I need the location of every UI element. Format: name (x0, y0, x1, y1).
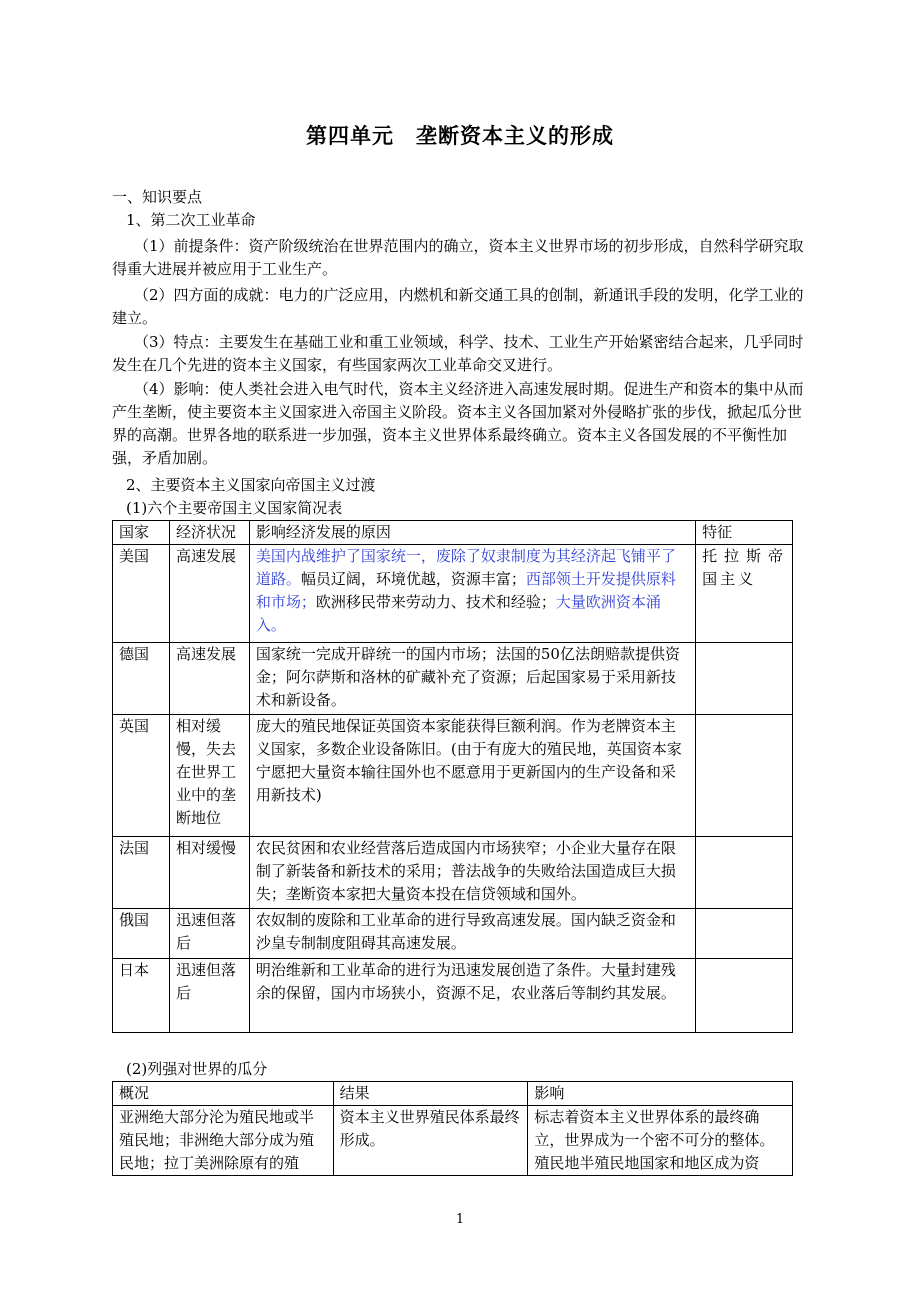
cell-reason: 庞大的殖民地保证英国资本家能获得巨额利润。作为老牌资本主义国家，多数企业设备陈旧。(由于有庞大的殖民地，英国资本家宁愿把大量资本输往国外也不愿意用于更新国内的生产设备和采用新技术) (249, 715, 695, 837)
cell-status: 迅速但落后 (169, 959, 249, 1033)
cell-country: 德国 (113, 643, 170, 715)
table-row-japan (113, 959, 793, 1033)
cell-reason (249, 545, 695, 643)
table-header-row (113, 1082, 793, 1106)
cell-status: 高速发展 (169, 545, 249, 643)
reason-text: 幅员辽阔，环境优越，资源丰富； (300, 570, 526, 588)
table-row-germany (113, 643, 793, 715)
cell-reason: 国家统一完成开辟统一的国内市场；法国的50亿法朗赔款提供资金；阿尔萨斯和洛林的矿藏补充了资源；后起国家易于采用新技术和新设备。 (249, 643, 695, 715)
cell-country: 法国 (113, 837, 170, 909)
cell-country: 英国 (113, 715, 170, 837)
subheading-imperialism-transition: 2、主要资本主义国家向帝国主义过渡 (126, 476, 376, 494)
header-economy: 经济状况 (169, 521, 249, 545)
cell-country: 俄国 (113, 909, 170, 959)
imperial-powers-table (112, 520, 793, 1033)
cell-feature (696, 715, 793, 837)
table-row-russia (113, 909, 793, 959)
cell-status: 高速发展 (169, 643, 249, 715)
header-result: 结果 (333, 1082, 528, 1106)
section-heading: 一、知识要点 (112, 188, 203, 206)
header-country: 国家 (113, 521, 170, 545)
table-row (113, 1106, 793, 1176)
table1-caption: (1)六个主要帝国主义国家简况表 (126, 499, 343, 517)
cell-country: 日本 (113, 959, 170, 1033)
paragraph-impact: （4）影响：使人类社会进入电气时代，资本主义经济进入高速发展时期。促进生产和资本的集中从而产生垄断，使主要资本主义国家进入帝国主义阶段。资本主义各国加紧对外侵略扩张的步伐，掀起瓜分世界的高潮。世界各地的联系进一步加强，资本主义世界体系最终确立。资本主义各国发展的不平衡性加强，矛盾加剧。 (112, 380, 804, 467)
paragraph-achievements: （2）四方面的成就：电力的广泛应用，内燃机和新交通工具的创制，新通讯手段的发明，化学工业的建立。 (112, 286, 804, 327)
table-header-row (113, 521, 793, 545)
cell-result: 资本主义世界殖民体系最终形成。 (333, 1106, 528, 1176)
header-overview: 概况 (113, 1082, 334, 1106)
cell-impact: 标志着资本主义世界体系的最终确立，世界成为一个密不可分的整体。殖民地半殖民地国家和地区成为资 (528, 1106, 793, 1176)
cell-status: 相对缓慢 (169, 837, 249, 909)
cell-overview: 亚洲绝大部分沦为殖民地或半殖民地；非洲绝大部分成为殖民地；拉丁美洲除原有的殖 (113, 1106, 334, 1176)
header-feature: 特征 (696, 521, 793, 545)
paragraph-features: （3）特点：主要发生在基础工业和重工业领域，科学、技术、工业生产开始紧密结合起来，几乎同时发生在几个先进的资本主义国家，有些国家两次工业革命交叉进行。 (112, 333, 804, 374)
reason-highlight: 大量欧洲资本涌入。 (255, 593, 661, 634)
header-impact: 影响 (528, 1082, 793, 1106)
cell-reason: 农民贫困和农业经营落后造成国内市场狭窄；小企业大量存在限制了新装备和新技术的采用；普法战争的失败给法国造成巨大损失；垄断资本家把大量资本投在信贷领域和国外。 (249, 837, 695, 909)
header-reasons: 影响经济发展的原因 (249, 521, 695, 545)
cell-feature (696, 643, 793, 715)
table-row-usa (113, 545, 793, 643)
cell-feature (696, 959, 793, 1033)
page-title: 第四单元 垄断资本主义的形成 (306, 123, 614, 148)
cell-reason: 明治维新和工业革命的进行为迅速发展创造了条件。大量封建残余的保留，国内市场狭小，资源不足，农业落后等制约其发展。 (249, 959, 695, 1033)
table2-caption: (2)列强对世界的瓜分 (126, 1060, 268, 1078)
partition-table (112, 1081, 793, 1176)
reason-highlight: 西部领土开发提供原料和市场； (255, 570, 676, 611)
cell-country: 美国 (113, 545, 170, 643)
cell-reason: 农奴制的废除和工业革命的进行导致高速发展。国内缺乏资金和沙皇专制制度阻碍其高速发展。 (249, 909, 695, 959)
paragraph-preconditions: （1）前提条件：资产阶级统治在世界范围内的确立，资本主义世界市场的初步形成，自然科学研究取得重大进展并被应用于工业生产。 (112, 237, 804, 278)
table-row-britain (113, 715, 793, 837)
cell-feature (696, 837, 793, 909)
table-row-france (113, 837, 793, 909)
page-number: 1 (455, 1212, 465, 1227)
cell-status: 相对缓慢，失去在世界工业中的垄断地位 (169, 715, 249, 837)
cell-feature (696, 909, 793, 959)
cell-status: 迅速但落后 (169, 909, 249, 959)
cell-feature: 托拉斯帝国主义 (696, 545, 793, 643)
reason-highlight: 美国内战维护了国家统一，废除了奴隶制度为其经济起飞铺平了道路。 (255, 547, 676, 588)
subheading-industrial-revolution: 1、第二次工业革命 (126, 211, 256, 229)
reason-text: 欧洲移民带来劳动力、技术和经验； (315, 593, 556, 611)
